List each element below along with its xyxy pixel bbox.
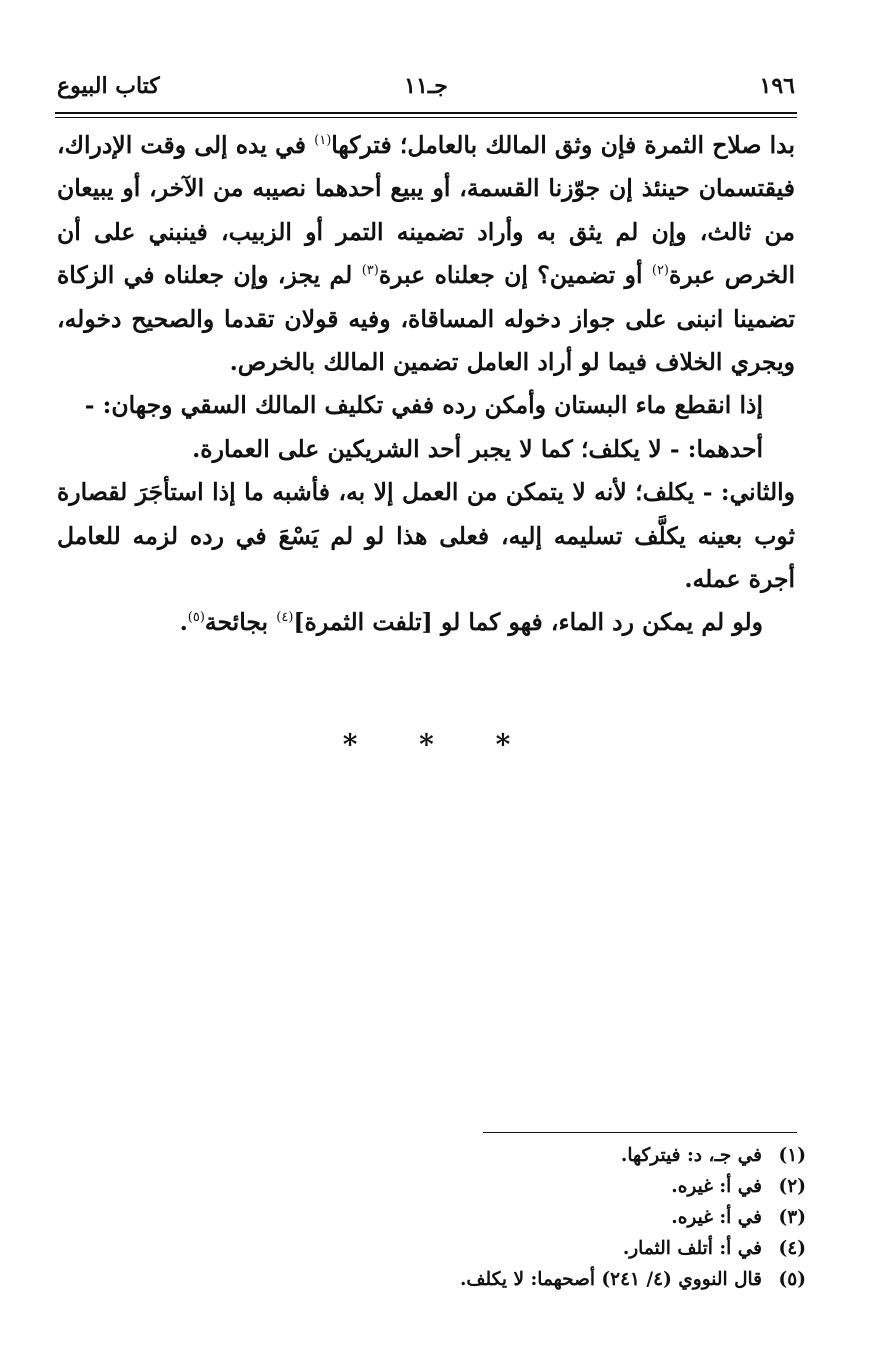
- main-text: [57, 124, 795, 645]
- paragraph-3: أحدهما: - لا يكلف؛ كما لا يجبر أحد الشريكين على العمارة.: [192, 434, 763, 463]
- footnote-text: في أ: غيره.: [671, 1207, 762, 1228]
- footnote-ref-5: (٥): [187, 610, 205, 626]
- footnote-item: [300, 1233, 806, 1264]
- footnote-ref-4: (٤): [276, 610, 294, 626]
- text-segment: .: [179, 608, 188, 637]
- page-header: [57, 70, 795, 102]
- footnote-item: [300, 1202, 806, 1233]
- page-number: ١٩٦: [759, 73, 795, 99]
- text-segment: في يده إلى وقت الإدراك، فيقتسمان حينئذ إن جوّزنا القسمة، أو يبيع أحدهما نصيبه من الآخر، أو يبيعان من ثالث، وإن لم يثق به وأراد تضمينه التمر أو الزبيب، فينبني على أن الخرص عبرة: [57, 131, 796, 290]
- footnote-text: في أ: أتلف الثمار.: [622, 1238, 762, 1259]
- text-segment: أو تضمين؟ إن جعلناه عبرة: [378, 261, 652, 290]
- footnote-number: (٣): [778, 1207, 806, 1228]
- footnote-ref-2: (٢): [651, 263, 669, 279]
- section-separator: * * *: [342, 728, 537, 761]
- footnote-item: [300, 1140, 806, 1171]
- volume-label: جـ١١: [404, 73, 448, 99]
- footnote-number: (١): [778, 1145, 806, 1166]
- paragraph-5: [57, 601, 795, 644]
- footnote-rule: [483, 1132, 797, 1133]
- paragraph-4: والثاني: - يكلف؛ لأنه لا يتمكن من العمل إلا به، فأشبه ما إذا استأجَرَ لقصارة ثوب بعينه يكلَّف تسليمه إليه، فعلى هذا لو لم يَسْعَ في رده لزمه للعامل أجرة عمله.: [57, 478, 795, 594]
- text-segment: بدا صلاح الثمرة فإن وثق المالك بالعامل؛ فتركها: [331, 131, 796, 159]
- footnotes: [300, 1140, 806, 1295]
- paragraph-2: إذا انقطع ماء البستان وأمكن رده ففي تكليف المالك السقي وجهان: -: [84, 391, 763, 420]
- footnote-text: في أ: غيره.: [671, 1176, 762, 1197]
- text-segment: بجائحة: [204, 608, 277, 637]
- footnote-number: (٥): [778, 1269, 806, 1290]
- text-segment: ولو لم يمكن رد الماء، فهو كما لو [تلفت الثمرة]: [293, 608, 763, 637]
- footnote-number: (٢): [778, 1176, 806, 1197]
- footnote-item: [300, 1264, 806, 1295]
- footnote-number: (٤): [778, 1238, 806, 1259]
- footnote-text: قال النووي (٤/ ٢٤١) أصحهما: لا يكلف.: [459, 1269, 762, 1290]
- footnote-item: [300, 1171, 806, 1202]
- header-rule-thick: [55, 112, 797, 114]
- header-rule-thin: [55, 117, 797, 118]
- text-segment: لم يجز، وإن جعلناه في الزكاة تضمينا انبنى على جواز دخوله المساقاة، وفيه قولان تقدما والصحيح دخوله، ويجري الخلاف فيما لو أراد العامل تضمين المالك بالخرص.: [57, 261, 796, 377]
- book-title: كتاب البيوع: [57, 73, 160, 99]
- footnote-text: في جـ، د: فيتركها.: [620, 1145, 762, 1166]
- footnote-ref-1: (١): [314, 133, 332, 148]
- paragraph-1: [57, 124, 795, 384]
- footnote-ref-3: (٣): [361, 263, 379, 279]
